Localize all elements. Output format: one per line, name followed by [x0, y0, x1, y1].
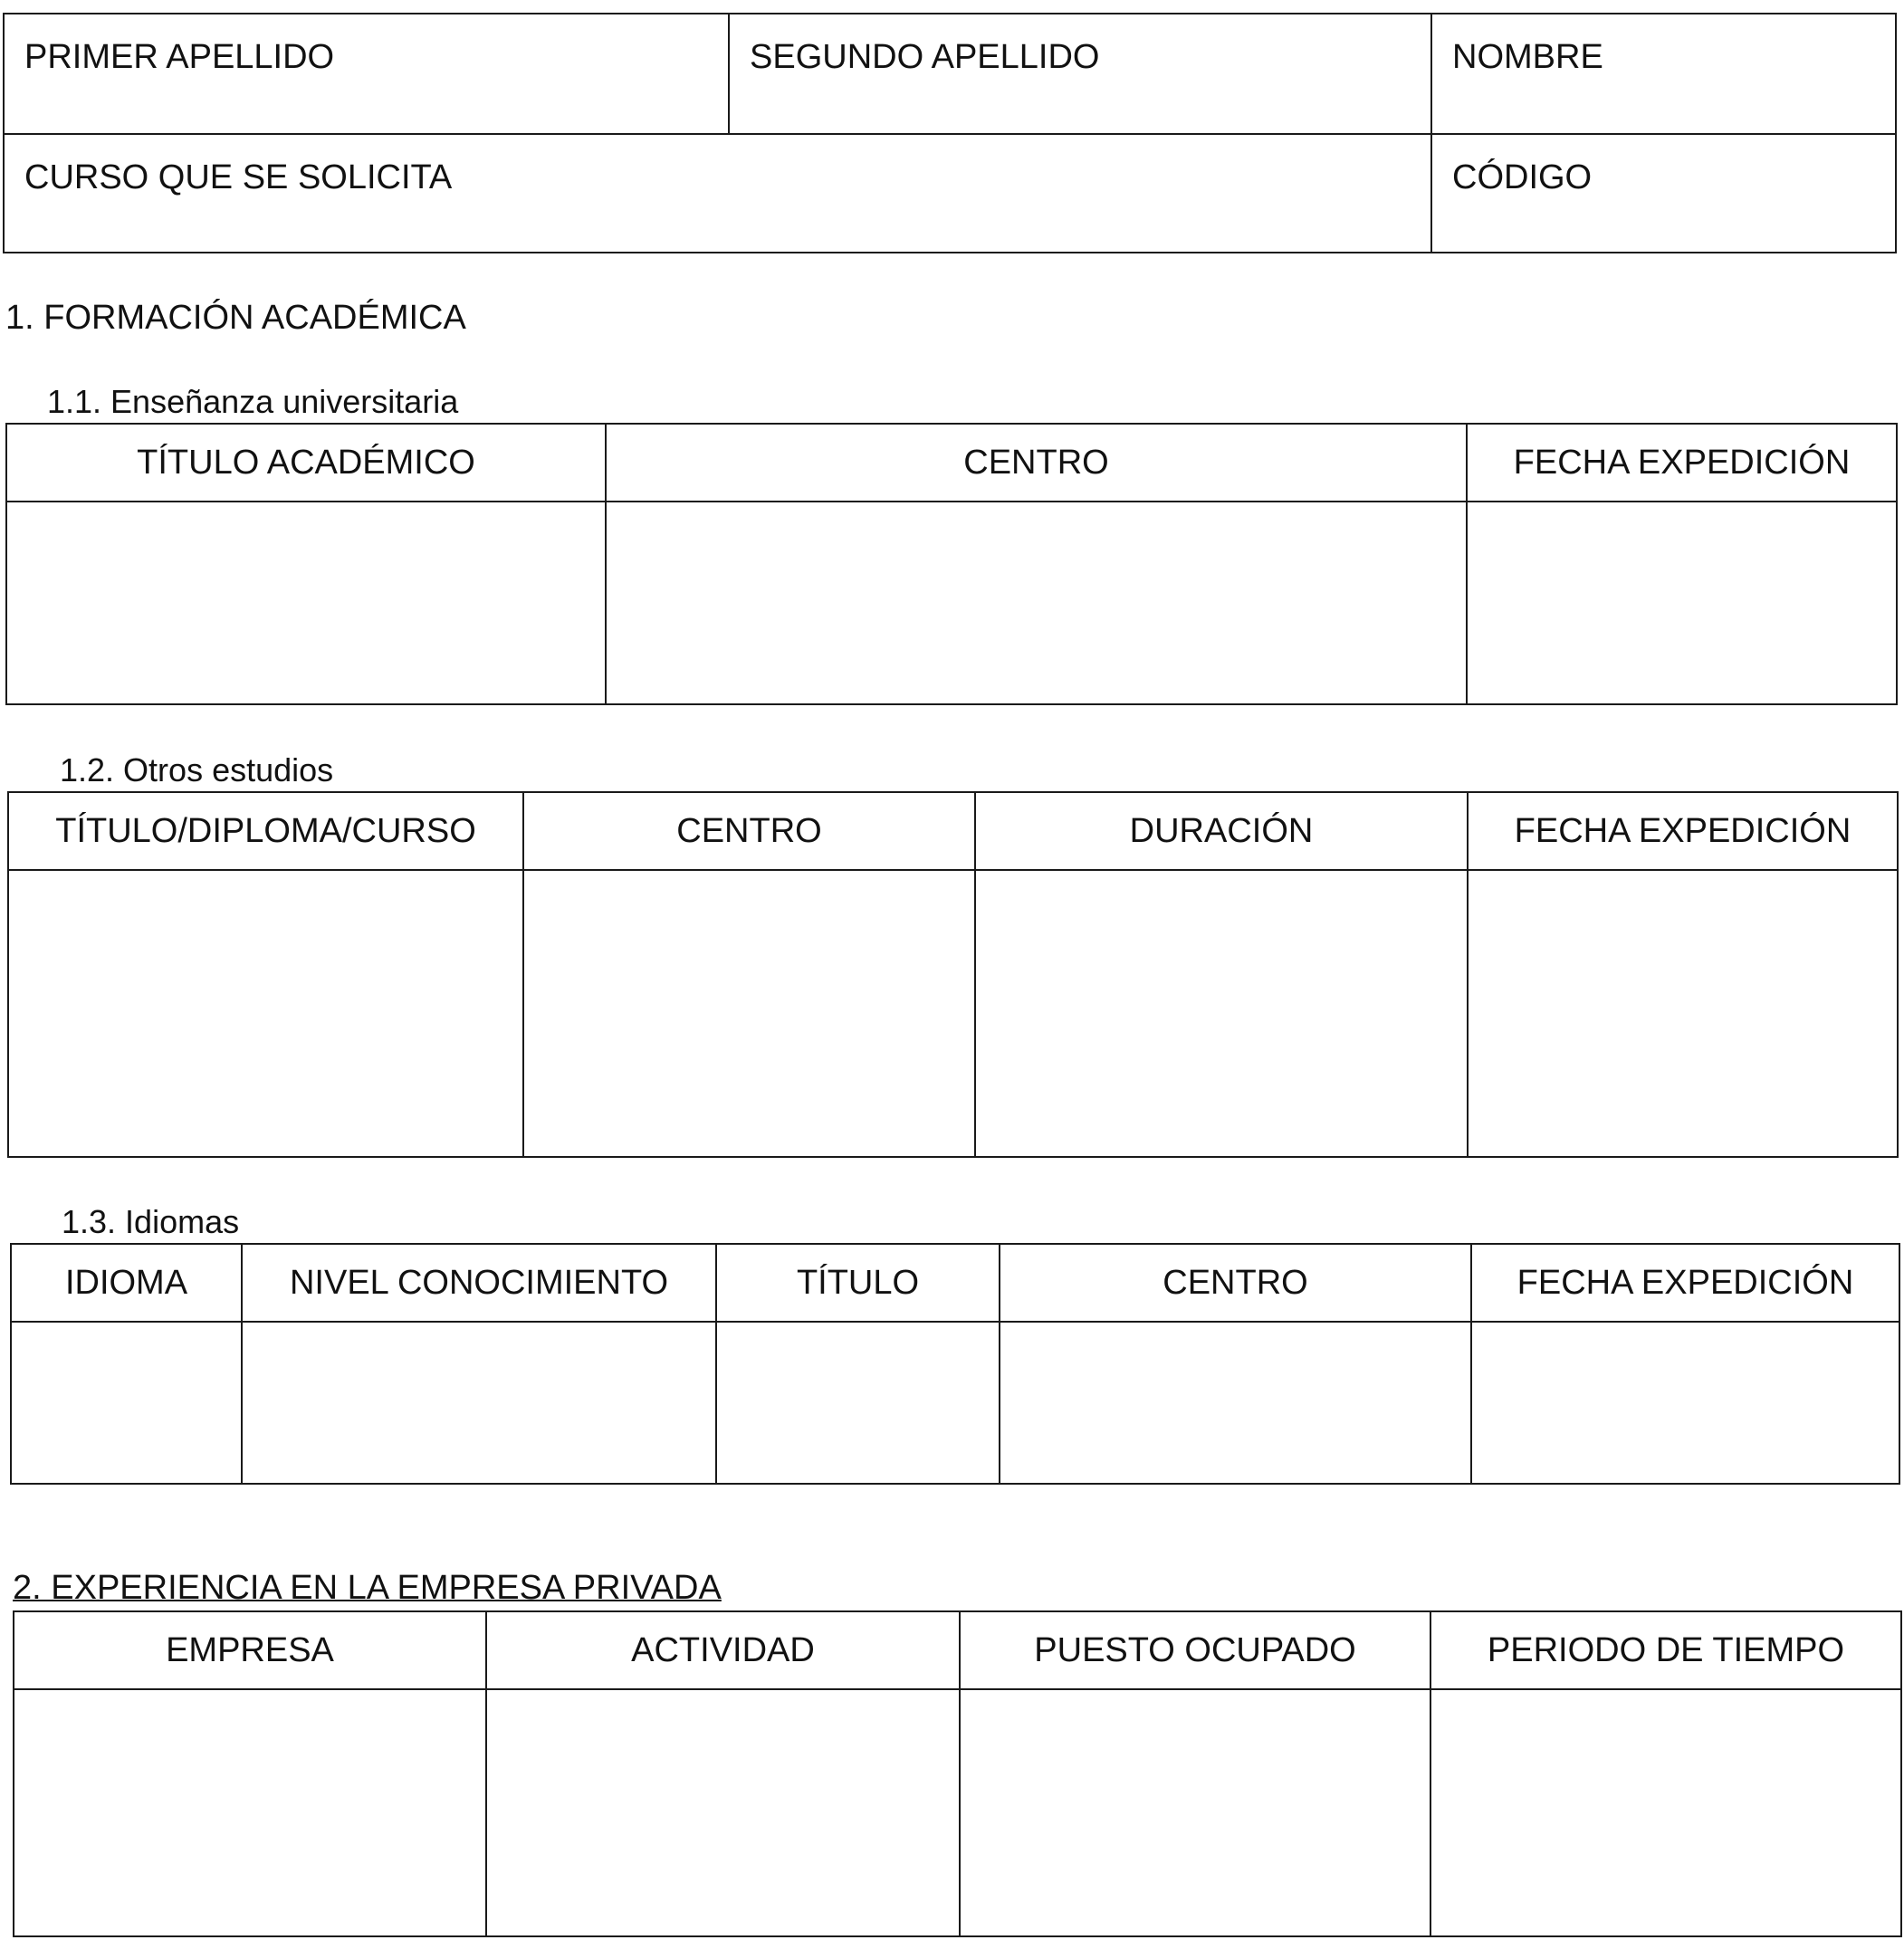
header-centro: CENTRO: [1000, 1244, 1471, 1322]
fecha-expedicion-input[interactable]: [1468, 870, 1898, 1157]
duracion-input[interactable]: [975, 870, 1468, 1157]
fecha-expedicion-input[interactable]: [1471, 1322, 1899, 1484]
header-periodo-de-tiempo: PERIODO DE TIEMPO: [1430, 1611, 1901, 1689]
header-empresa: EMPRESA: [14, 1611, 486, 1689]
header-fecha-expedicion: FECHA EXPEDICIÓN: [1468, 792, 1898, 870]
idiomas-table: [10, 1243, 1900, 1485]
codigo-field[interactable]: [1431, 134, 1896, 253]
header-titulo-academico: TÍTULO ACADÉMICO: [6, 424, 606, 502]
centro-input[interactable]: [523, 870, 975, 1157]
titulo-diploma-curso-input[interactable]: [8, 870, 523, 1157]
centro-input[interactable]: [606, 502, 1467, 704]
curso-field[interactable]: [4, 134, 1431, 253]
header-titulo: TÍTULO: [716, 1244, 1000, 1322]
header-nivel-conocimiento: NIVEL CONOCIMIENTO: [242, 1244, 716, 1322]
actividad-input[interactable]: [486, 1689, 960, 1936]
header-actividad: ACTIVIDAD: [486, 1611, 960, 1689]
header-centro: CENTRO: [606, 424, 1467, 502]
primer-apellido-field[interactable]: [4, 14, 729, 134]
nivel-conocimiento-input[interactable]: [242, 1322, 716, 1484]
experiencia-table: [13, 1610, 1902, 1937]
nombre-field[interactable]: [1431, 14, 1896, 134]
periodo-de-tiempo-input[interactable]: [1430, 1689, 1901, 1936]
personal-data-table: [3, 13, 1897, 253]
nombre-label: NOMBRE: [1452, 38, 1603, 76]
section-2-title: 2. EXPERIENCIA EN LA EMPRESA PRIVADA: [13, 1569, 722, 1607]
subsection-1-3-title: 1.3. Idiomas: [62, 1203, 240, 1240]
empresa-input[interactable]: [14, 1689, 486, 1936]
primer-apellido-label: PRIMER APELLIDO: [24, 38, 335, 76]
titulo-academico-input[interactable]: [6, 502, 606, 704]
segundo-apellido-label: SEGUNDO APELLIDO: [750, 38, 1100, 76]
header-idioma: IDIOMA: [11, 1244, 242, 1322]
header-duracion: DURACIÓN: [975, 792, 1468, 870]
segundo-apellido-field[interactable]: [729, 14, 1431, 134]
header-centro: CENTRO: [523, 792, 975, 870]
header-fecha-expedicion: FECHA EXPEDICIÓN: [1471, 1244, 1899, 1322]
otros-estudios-table: [7, 791, 1899, 1158]
puesto-ocupado-input[interactable]: [960, 1689, 1430, 1936]
idioma-input[interactable]: [11, 1322, 242, 1484]
codigo-label: CÓDIGO: [1452, 158, 1593, 196]
fecha-expedicion-input[interactable]: [1467, 502, 1897, 704]
curso-label: CURSO QUE SE SOLICITA: [24, 158, 453, 196]
header-fecha-expedicion: FECHA EXPEDICIÓN: [1467, 424, 1897, 502]
header-titulo-diploma-curso: TÍTULO/DIPLOMA/CURSO: [8, 792, 523, 870]
centro-input[interactable]: [1000, 1322, 1471, 1484]
titulo-input[interactable]: [716, 1322, 1000, 1484]
universitaria-table: [5, 423, 1898, 705]
header-puesto-ocupado: PUESTO OCUPADO: [960, 1611, 1430, 1689]
subsection-1-2-title: 1.2. Otros estudios: [60, 751, 334, 788]
section-1-title: 1. FORMACIÓN ACADÉMICA: [5, 299, 466, 337]
subsection-1-1-title: 1.1. Enseñanza universitaria: [47, 383, 459, 420]
